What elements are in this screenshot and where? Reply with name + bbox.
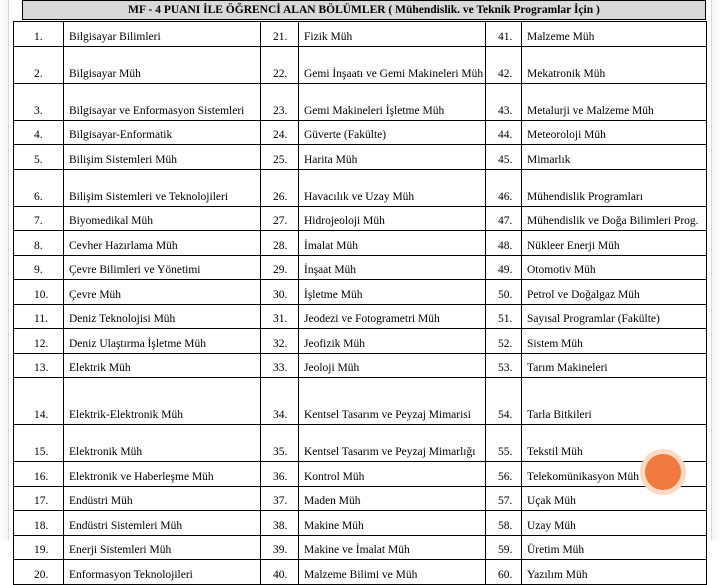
department-cell: Mühendislik Programları [522, 169, 707, 206]
num-cell: 32. [261, 329, 299, 354]
department-cell: Mimarlık [522, 145, 707, 170]
num-cell: 43. [486, 83, 522, 120]
num-cell: 33. [261, 353, 299, 378]
num-cell: 37. [261, 486, 299, 511]
num-cell: 39. [261, 535, 299, 560]
department-cell: Deniz Ulaştırma İşletme Müh [64, 329, 261, 354]
num-cell: 42. [486, 46, 522, 83]
num-cell: 9. [14, 255, 64, 280]
department-cell: Jeodezi ve Fotogrametri Müh [299, 304, 486, 329]
department-cell: Otomotiv Müh [522, 255, 707, 280]
department-cell: Bilgisayar Müh [64, 46, 261, 83]
num-cell: 35. [261, 425, 299, 462]
num-cell: 34. [261, 378, 299, 425]
department-cell: Sayısal Programlar (Fakülte) [522, 304, 707, 329]
table-row [14, 22, 707, 47]
department-cell: Elektronik Müh [64, 425, 261, 462]
num-cell: 12. [14, 329, 64, 354]
num-cell: 3. [14, 83, 64, 120]
num-cell: 60. [486, 560, 522, 585]
department-cell: Nükleer Enerji Müh [522, 231, 707, 256]
num-cell: 4. [14, 120, 64, 145]
department-cell: Güverte (Fakülte) [299, 120, 486, 145]
department-cell: Meteoroloji Müh [522, 120, 707, 145]
department-cell: Endüstri Sistemleri Müh [64, 511, 261, 536]
table-row [14, 353, 707, 378]
num-cell: 44. [486, 120, 522, 145]
num-cell: 50. [486, 280, 522, 305]
department-cell: Uzay Müh [522, 511, 707, 536]
num-cell: 55. [486, 425, 522, 462]
department-cell: Metalurji ve Malzeme Müh [522, 83, 707, 120]
num-cell: 57. [486, 486, 522, 511]
num-cell: 31. [261, 304, 299, 329]
department-cell: Bilgisayar-Enformatik [64, 120, 261, 145]
department-cell: Gemi Makineleri İşletme Müh [299, 83, 486, 120]
department-cell: Enerji Sistemleri Müh [64, 535, 261, 560]
num-cell: 38. [261, 511, 299, 536]
num-cell: 7. [14, 206, 64, 231]
table-row [14, 486, 707, 511]
num-cell: 47. [486, 206, 522, 231]
department-cell: Malzeme Bilimi ve Müh [299, 560, 486, 585]
table-row [14, 329, 707, 354]
department-cell: Enformasyon Teknolojileri [64, 560, 261, 585]
table-row [14, 231, 707, 256]
department-cell: Gemi İnşaatı ve Gemi Makineleri Müh [299, 46, 486, 83]
num-cell: 36. [261, 462, 299, 487]
table-row [14, 280, 707, 305]
department-cell: Yazılım Müh [522, 560, 707, 585]
num-cell: 6. [14, 169, 64, 206]
department-cell: Kentsel Tasarım ve Peyzaj Mimarlığı [299, 425, 486, 462]
num-cell: 48. [486, 231, 522, 256]
num-cell: 13. [14, 353, 64, 378]
num-cell: 56. [486, 462, 522, 487]
department-cell: Çevre Bilimleri ve Yönetimi [64, 255, 261, 280]
department-cell: Kentsel Tasarım ve Peyzaj Mimarisi [299, 378, 486, 425]
num-cell: 19. [14, 535, 64, 560]
departments-table-body [14, 22, 707, 585]
num-cell: 23. [261, 83, 299, 120]
table-row [14, 462, 707, 487]
num-cell: 5. [14, 145, 64, 170]
num-cell: 1. [14, 22, 64, 47]
department-cell: Jeofizik Müh [299, 329, 486, 354]
num-cell: 26. [261, 169, 299, 206]
department-cell: Bilgisayar Bilimleri [64, 22, 261, 47]
department-cell: Elektrik-Elektronik Müh [64, 378, 261, 425]
num-cell: 45. [486, 145, 522, 170]
department-cell: Makine ve İmalat Müh [299, 535, 486, 560]
department-cell: Üretim Müh [522, 535, 707, 560]
department-cell: İşletme Müh [299, 280, 486, 305]
num-cell: 49. [486, 255, 522, 280]
num-cell: 21. [261, 22, 299, 47]
department-cell: Malzeme Müh [522, 22, 707, 47]
department-cell: Uçak Müh [522, 486, 707, 511]
department-cell: Elektronik ve Haberleşme Müh [64, 462, 261, 487]
department-cell: Telekomünikasyon Müh [522, 462, 707, 487]
department-cell: İmalat Müh [299, 231, 486, 256]
table-title: MF - 4 PUANI İLE ÖĞRENCİ ALAN BÖLÜMLER ( Mühendislik. ve Teknik Programlar İçin ) [22, 0, 706, 20]
table-row [14, 83, 707, 120]
num-cell: 20. [14, 560, 64, 585]
department-cell: Sistem Müh [522, 329, 707, 354]
num-cell: 28. [261, 231, 299, 256]
department-cell: Bilgisayar ve Enformasyon Sistemleri [64, 83, 261, 120]
department-cell: Makine Müh [299, 511, 486, 536]
table-row [14, 378, 707, 425]
department-cell: Bilişim Sistemleri ve Teknolojileri [64, 169, 261, 206]
num-cell: 51. [486, 304, 522, 329]
department-cell: İnşaat Müh [299, 255, 486, 280]
department-cell: Çevre Müh [64, 280, 261, 305]
num-cell: 41. [486, 22, 522, 47]
num-cell: 58. [486, 511, 522, 536]
table-row [14, 511, 707, 536]
num-cell: 8. [14, 231, 64, 256]
departments-table [13, 21, 707, 585]
department-cell: Bilişim Sistemleri Müh [64, 145, 261, 170]
table-row [14, 560, 707, 585]
num-cell: 53. [486, 353, 522, 378]
num-cell: 46. [486, 169, 522, 206]
num-cell: 10. [14, 280, 64, 305]
num-cell: 11. [14, 304, 64, 329]
department-cell: Havacılık ve Uzay Müh [299, 169, 486, 206]
department-cell: Tekstil Müh [522, 425, 707, 462]
num-cell: 15. [14, 425, 64, 462]
department-cell: Biyomedikal Müh [64, 206, 261, 231]
department-cell: Maden Müh [299, 486, 486, 511]
department-cell: Mühendislik ve Doğa Bilimleri Prog. [522, 206, 707, 231]
department-cell: Fizik Müh [299, 22, 486, 47]
num-cell: 18. [14, 511, 64, 536]
num-cell: 22. [261, 46, 299, 83]
table-row [14, 425, 707, 462]
num-cell: 30. [261, 280, 299, 305]
num-cell: 59. [486, 535, 522, 560]
department-cell: Deniz Teknolojisi Müh [64, 304, 261, 329]
department-cell: Mekatronik Müh [522, 46, 707, 83]
table-row [14, 145, 707, 170]
num-cell: 40. [261, 560, 299, 585]
num-cell: 29. [261, 255, 299, 280]
slide-left-border [0, 0, 9, 540]
table-row [14, 304, 707, 329]
department-cell: Cevher Hazırlama Müh [64, 231, 261, 256]
num-cell: 27. [261, 206, 299, 231]
num-cell: 52. [486, 329, 522, 354]
department-cell: Jeoloji Müh [299, 353, 486, 378]
num-cell: 14. [14, 378, 64, 425]
num-cell: 2. [14, 46, 64, 83]
table-row [14, 46, 707, 83]
department-cell: Kontrol Müh [299, 462, 486, 487]
department-cell: Tarım Makineleri [522, 353, 707, 378]
num-cell: 24. [261, 120, 299, 145]
table-row [14, 206, 707, 231]
department-cell: Tarla Bitkileri [522, 378, 707, 425]
table-row [14, 169, 707, 206]
num-cell: 16. [14, 462, 64, 487]
table-row [14, 120, 707, 145]
department-cell: Petrol ve Doğalgaz Müh [522, 280, 707, 305]
department-cell: Hidrojeoloji Müh [299, 206, 486, 231]
decorative-circle-inner [645, 454, 681, 490]
table-row [14, 255, 707, 280]
num-cell: 25. [261, 145, 299, 170]
num-cell: 54. [486, 378, 522, 425]
department-cell: Elektrik Müh [64, 353, 261, 378]
num-cell: 17. [14, 486, 64, 511]
table-row [14, 535, 707, 560]
department-cell: Harita Müh [299, 145, 486, 170]
department-cell: Endüstri Müh [64, 486, 261, 511]
slide-right-border [711, 0, 720, 540]
